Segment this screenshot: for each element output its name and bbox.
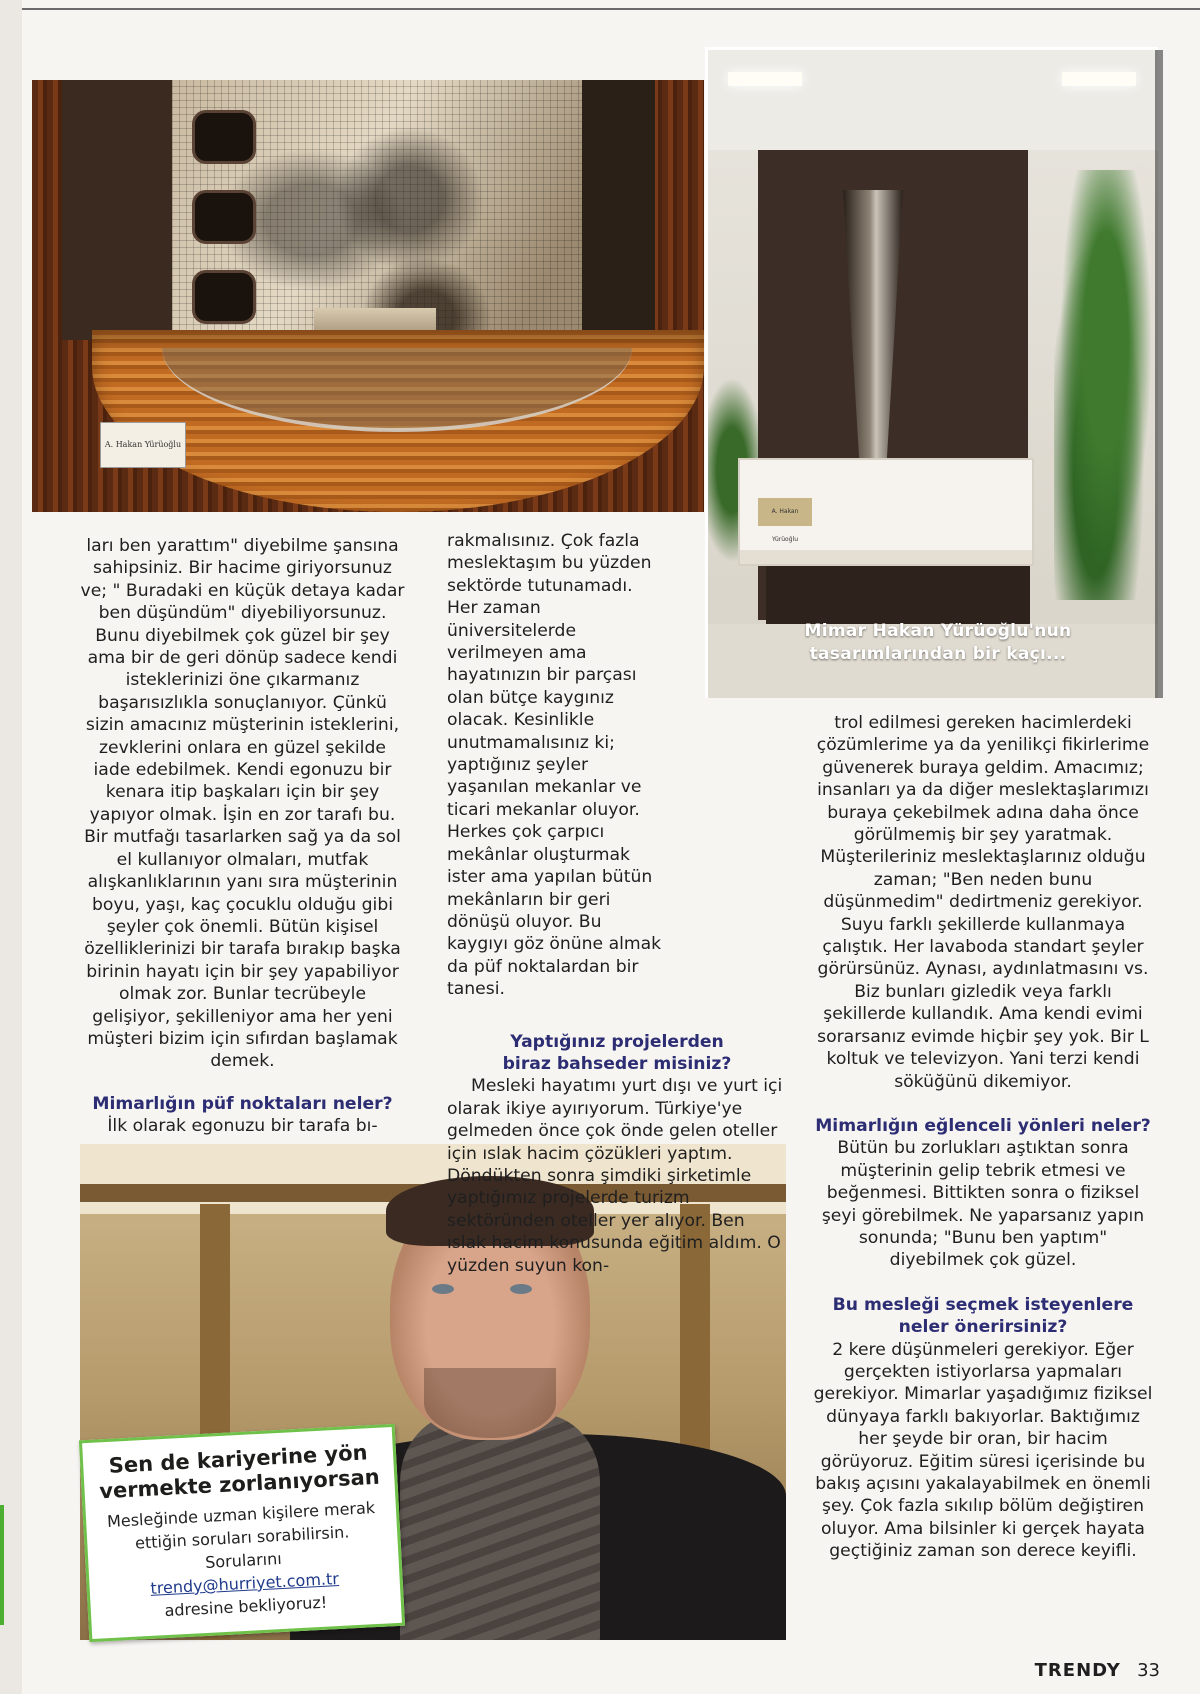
paragraph: Bütün bu zorlukları aştıktan sonra müşterinin gelip tebrik etmesi ve beğenmesi. Bittikten sonra o fiziksel şeyi görebilmek. Ne yaparsanız yapın sonunda; "Bunu ben yaptım" diyebilmek çok güzel.: [821, 1138, 1145, 1271]
question-heading: Mimarlığın eğlenceli yönleri neler?: [815, 1115, 1151, 1136]
wall-niche: [192, 270, 256, 324]
ceiling: [708, 50, 1158, 150]
eye: [432, 1284, 454, 1294]
ceiling-light: [1062, 72, 1136, 86]
article-column-1: [80, 535, 405, 1138]
dark-panel-left: [62, 80, 177, 340]
callout-body: [98, 1496, 390, 1626]
designer-plaque: A. Hakan Yürüoğlu: [758, 498, 812, 526]
question-heading: Yaptığınız projelerden biraz bahseder misiniz?: [502, 1031, 732, 1074]
wall-niche: [192, 190, 256, 244]
sink-base: [766, 562, 1030, 624]
question-heading: Mimarlığın püf noktaları neler?: [92, 1093, 393, 1114]
beard: [424, 1368, 556, 1438]
paragraph: İlk olarak egonuzu bir tarafa bı-: [107, 1116, 378, 1137]
scarf: [400, 1414, 600, 1640]
magazine-brand: TRENDY: [1034, 1660, 1121, 1681]
photo-shadow: [1155, 50, 1163, 698]
paragraph: trol edilmesi gereken hacimlerdeki çözümlerime ya da yenilikçi fikirlerime güvenerek buraya geldim. Amacımız; insanları ya da diğer meslektaşlarımızı buraya çekebilmek adına daha önce görülmemiş bir şey yaratmak. Müşterileriniz meslektaşlarınız olduğu zaman; "Ben neden bunu düşünmedim" dedirtmeniz gerekiyor. Suyu farklı şekillerde kullanmaya çalıştık. Her lavaboda standart şeyler görürsünüz. Aynası, aydınlatmasını vs. Biz bunları gizledik veya farklı şekillerde kullandık. Ama kendi evimi sorarsanız evimde hiçbir şey yok. Bir L koltuk ve televizyon. Yani terzi kendi söküğünü dikemiyor.: [816, 713, 1150, 1092]
paragraph: 2 kere düşünmeleri gerekiyor. Eğer gerçekten istiyorlarsa yapmaları gerekiyor. Mimarlar yaşadığımız fiziksel dünyaya farklı bakıyorlar. Baktığımız her şeyde bir oran, bir hacim görüyoruz. Eğitim süresi içerisinde bu bakış açısını yakalayabilmek en önemli şey. Çok fazla sıkılıp bölüm değiştiren oluyor. Ama bilsinler ki gerçek hayata geçtiğiniz zaman son derece keyifli.: [813, 1339, 1153, 1562]
eye: [510, 1284, 532, 1294]
designer-plaque: A. Hakan Yürüoğlu: [100, 422, 186, 468]
article-column-3: [812, 712, 1154, 1563]
article-column-2: [447, 530, 787, 1277]
paragraph: Mesleki hayatımı yurt dışı ve yurt içi olarak ikiye ayırıyorum. Türkiye'ye gelmeden önce çok önde gelen oteller için ıslak hacim çözükleri yaptım. Döndükten sonra şimdiki şirketimle yaptığımız projelerde turizm sektöründen oteller yer alıyor. Ben ıslak hacim konusunda eğitim aldım. O yüzden suyun kon-: [447, 1076, 783, 1276]
green-margin-mark: [0, 1505, 4, 1625]
plant-right: [1054, 170, 1158, 600]
career-callout-box: [79, 1424, 405, 1642]
page-footer: [1035, 1660, 1160, 1681]
callout-text: Mesleğinde uzman kişilere merak ettiğin soruları sorabilirsin. Sorularını: [106, 1498, 376, 1572]
wall-niche: [192, 110, 256, 164]
paragraph: rakmalısınız. Çok fazla meslektaşım bu yüzden sektörde tutunamadı. Her zaman üniversitelerde verilmeyen ama hayatınızın bir parçası olan bütçe kaygınız olacak. Kesinlikle unutmamalısınız ki; yaptığınız şeyler yaşanılan mekanlar ve ticari mekanlar oluyor. Herkes çok çarpıcı mekânlar oluşturmak ister ama yapılan bütün mekânların bir geri dönüşü oluyor. Bu kaygıyı göz önüne almak da püf noktalardan bir tanesi.: [447, 531, 662, 1000]
top-rule: [0, 8, 1200, 10]
question-heading: Bu mesleği seçmek isteyenlere neler önerirsiniz?: [832, 1294, 1134, 1338]
email-link[interactable]: trendy@hurriyet.com.tr: [150, 1569, 340, 1598]
callout-title: Sen de kariyerine yön vermekte zorlanıyorsan: [98, 1440, 381, 1504]
photo-mosaic-sink: [32, 80, 704, 512]
ceiling-light: [728, 72, 802, 86]
page-edge: [0, 0, 22, 1694]
paragraph: ları ben yarattım" diyebilme şansına sahipsiniz. Bir hacime giriyorsunuz ve; " Buradaki en küçük detaya kadar ben düşündüm" diyebiliyorsunuz. Bunu diyebilmek çok güzel bir şey ama bir de geri dönüp sadece kendi isteklerinizi öne çıkarmanız başarısızlıkla sonuçlanıyor. Çünkü sizin amacınız müşterinin isteklerini, zevklerini onlara en güzel şekilde iade edebilmek. Kendi egonuzu bir kenara itip başkaları için bir şey yapıyor olmak. İşin en zor tarafı bu. Bir mutfağı tasarlarken sağ ya da sol el kullanıyor olmaları, mutfak alışkanlıklarının yanı sıra müşterinin boyu, yaşı, kaç çocuklu olduğu gibi şeyler çok önemli. Bütün kişisel özelliklerinizi bir tarafa bırakıp başka birinin hayatı için bir şey yapabiliyor olmak zor. Bunlar tecrübeyle gelişiyor, şekilleniyor ama her yeni müşteri bizim için sıfırdan başlamak demek.: [80, 536, 405, 1072]
page-number: 33: [1137, 1660, 1160, 1681]
callout-text-end: adresine bekliyoruz!: [164, 1592, 328, 1621]
photo-caption: Mimar Hakan Yürüoğlu'nun tasarımlarından bir kaçı...: [804, 621, 1072, 664]
